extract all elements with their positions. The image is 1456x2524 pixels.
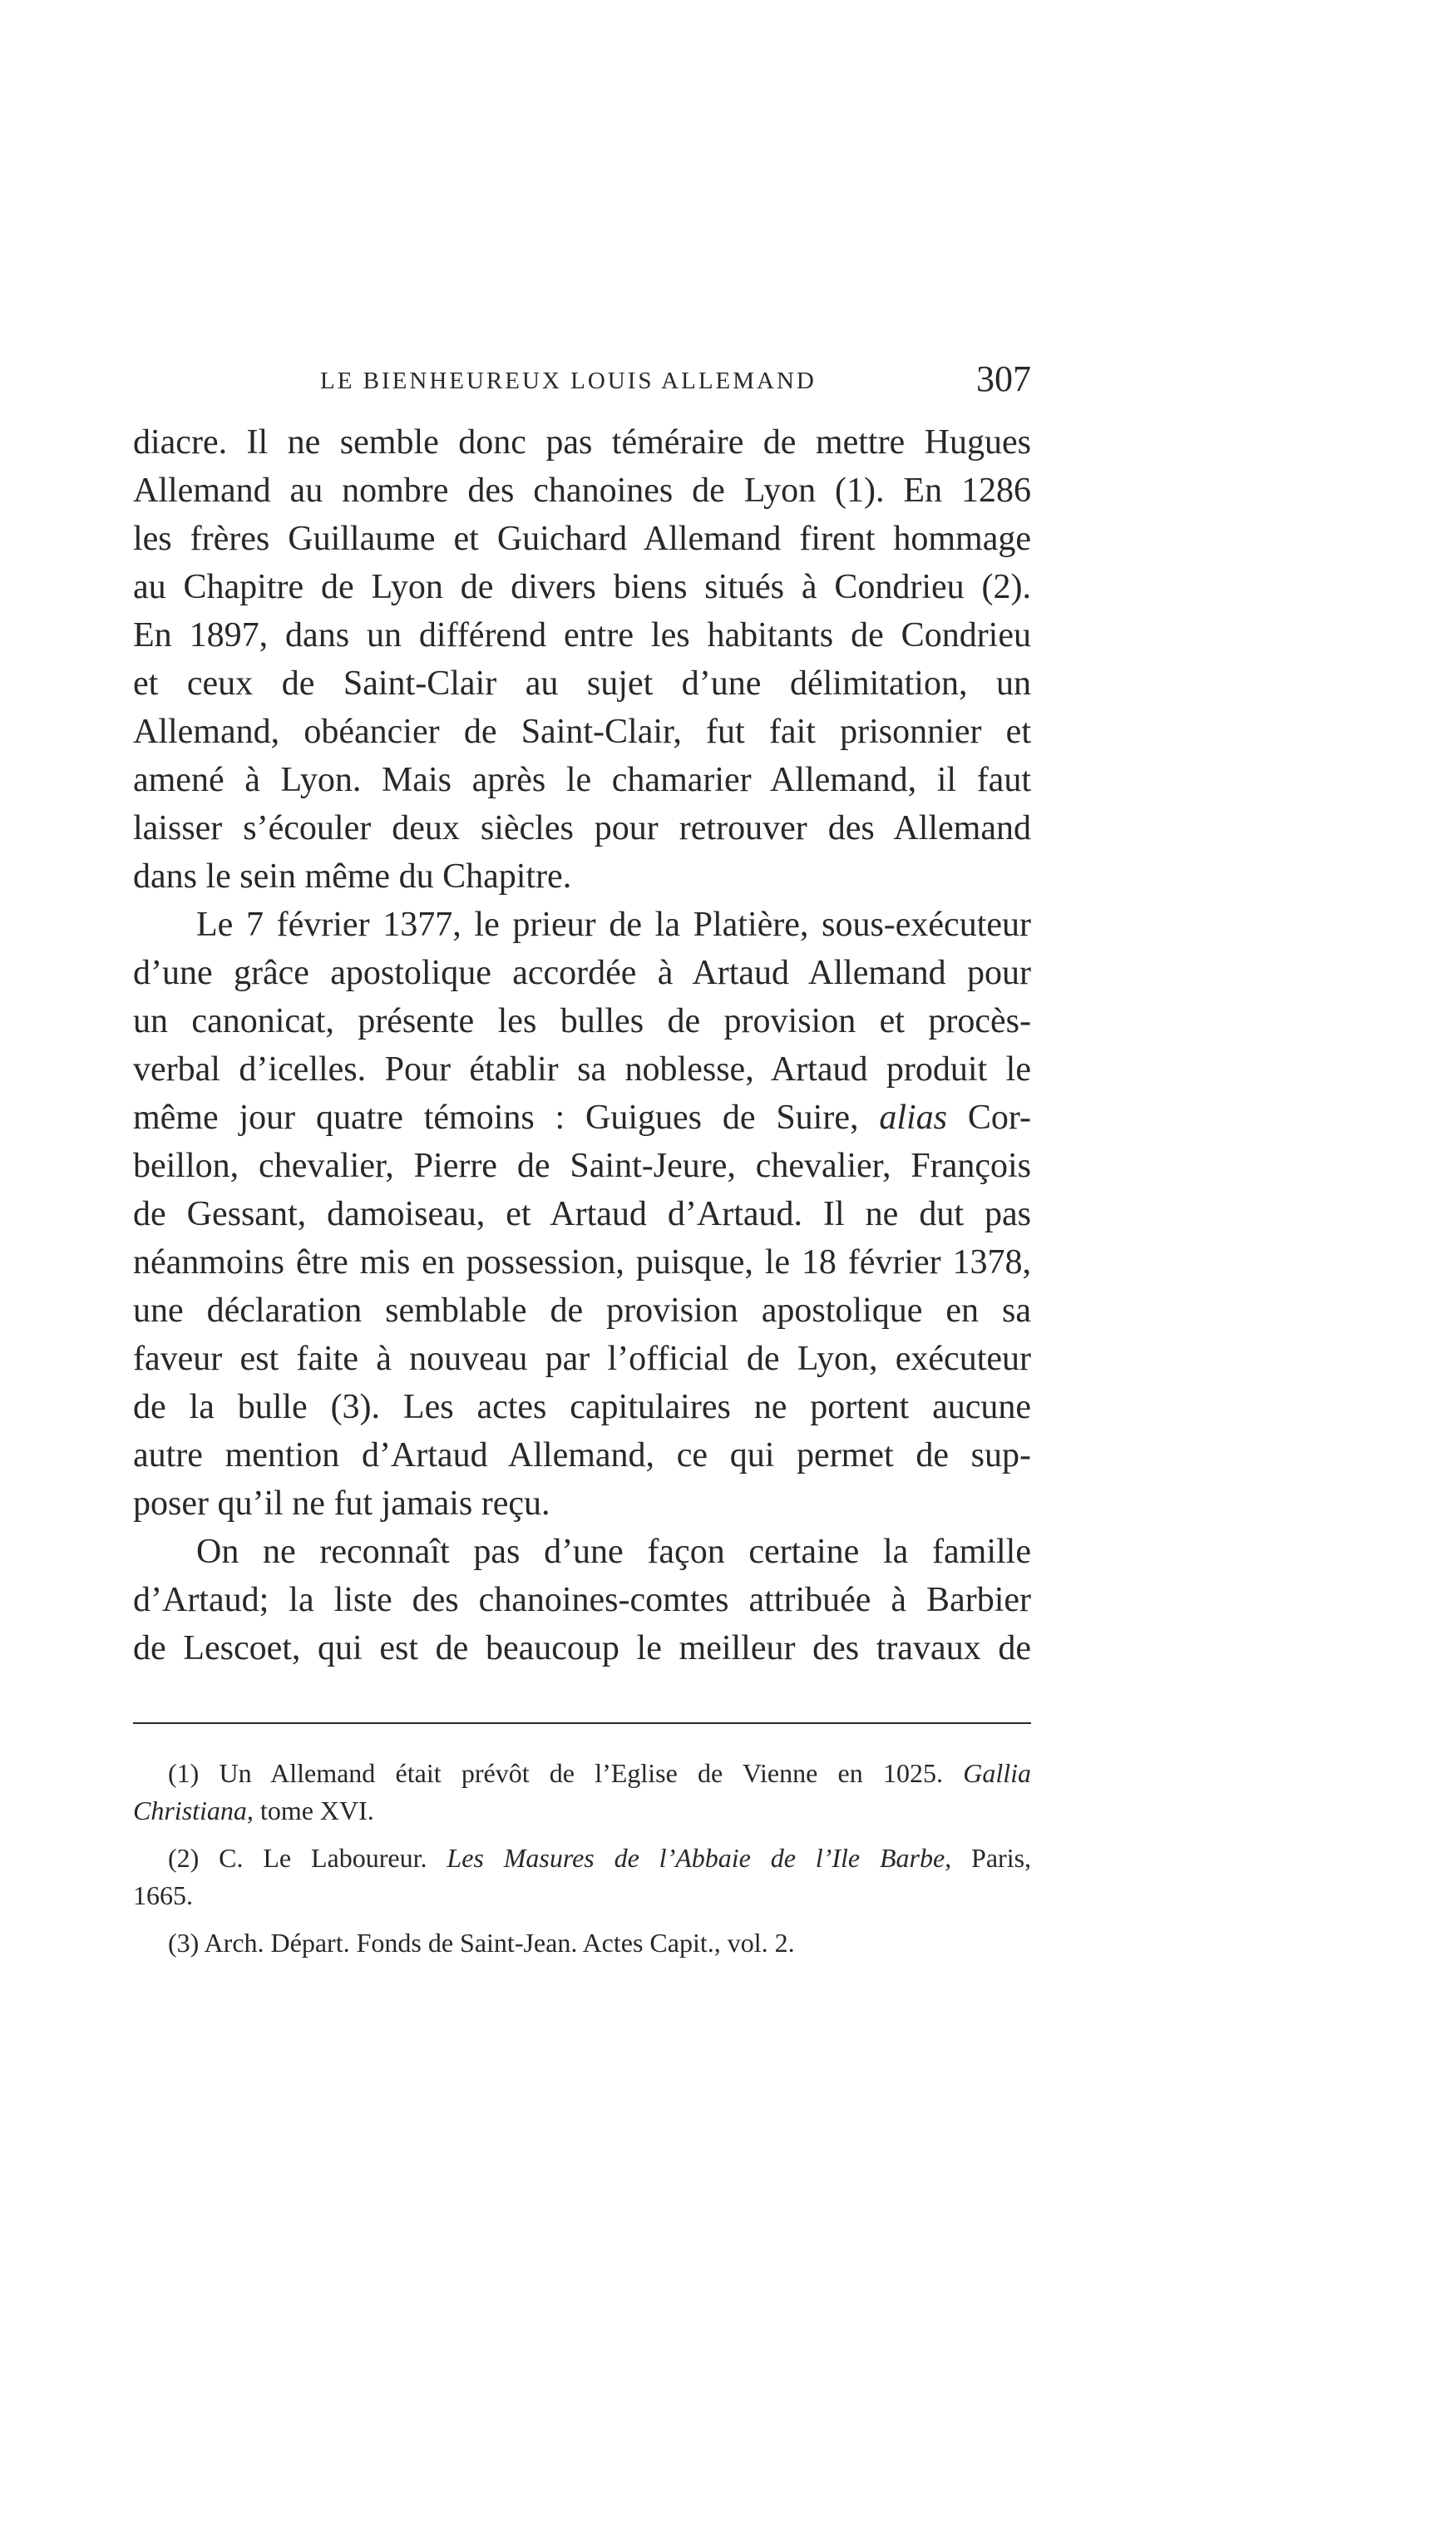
text-line: verbal d’icelles. Pour établir sa noblesse, Artaud produit le [133,1050,1031,1089]
text-line: de Lescoet, qui est de beaucoup le meilleur des travaux de [133,1629,1031,1667]
text-line: En 1897, dans un différend entre les habitants de Condrieu [133,616,1031,654]
text-line: poser qu’il ne fut jamais reçu. [133,1484,550,1523]
text-line: amené à Lyon. Mais après le chamarier Allemand, il faut [133,761,1031,799]
body-text [133,418,1031,1672]
footnote-2 [133,1840,1031,1877]
footnote-3: (3) Arch. Départ. Fonds de Saint-Jean. Actes Capit., vol. 2. [168,1928,795,1958]
footnote-spacer [133,1830,1031,1840]
text-line: Allemand au nombre des chanoines de Lyon (1). En 1286 [133,472,1031,510]
footnote-title: Gallia [963,1758,1032,1788]
text-line: de la bulle (3). Les actes capitulaires ne portent aucune [133,1388,1031,1426]
footnote-1-continued [133,1792,1031,1830]
footnote-text: Paris, [971,1843,1032,1873]
running-head [320,358,1031,407]
text-line: une déclaration semblable de provision apostolique en sa [133,1292,1031,1330]
text-line: dans le sein même du Chapitre. [133,857,572,896]
running-title: LE BIENHEUREUX LOUIS ALLEMAND [320,368,817,394]
text-line: beillon, chevalier, Pierre de Saint-Jeure, chevalier, François [133,1147,1031,1185]
footnote-spacer [133,1914,1031,1924]
footnote-text: (2) C. Le Laboureur. [168,1843,427,1873]
italic-term: alias [879,1099,948,1137]
footnote-rule [133,1722,1031,1724]
text-line: d’Artaud; la liste des chanoines-comtes attribuée à Barbier [133,1581,1031,1619]
text-line: Le 7 février 1377, le prieur de la Platière, sous-exécuteur [196,906,1031,944]
footnote-text: tome XVI. [259,1795,374,1825]
text-line: diacre. Il ne semble donc pas téméraire de mettre Hugues [133,423,1031,462]
footnote-1 [133,1755,1031,1792]
footnotes [133,1755,1031,1962]
text-line: Allemand, obéancier de Saint-Clair, fut fait prisonnier et [133,713,1031,751]
footnote-title: Christiana, [133,1795,254,1825]
text-line: laisser s’écouler deux siècles pour retrouver des Allemand [133,809,1031,847]
text-line: On ne reconnaît pas d’une façon certaine la famille [196,1533,1031,1571]
text-segment: même jour quatre témoins : Guigues de Suire, [133,1099,859,1137]
text-line: un canonicat, présente les bulles de provision et procès- [133,1002,1031,1040]
footnote-2-continued: 1665. [133,1880,193,1910]
text-line: au Chapitre de Lyon de divers biens situés à Condrieu (2). [133,568,1031,606]
text-line: de Gessant, damoiseau, et Artaud d’Artaud. Il ne dut pas [133,1195,1031,1233]
text-line: et ceux de Saint-Clair au sujet d’une délimitation, un [133,664,1031,703]
text-segment: Cor- [967,1099,1032,1137]
text-line: d’une grâce apostolique accordée à Artaud Allemand pour [133,954,1031,992]
text-line [133,1094,1031,1142]
footnote-text: (1) Un Allemand était prévôt de l’Eglise de Vienne en 1025. [168,1758,943,1788]
text-line: autre mention d’Artaud Allemand, ce qui permet de sup- [133,1436,1031,1474]
text-line: néanmoins être mis en possession, puisque, le 18 février 1378, [133,1243,1031,1282]
text-line: les frères Guillaume et Guichard Allemand firent hommage [133,520,1031,558]
page-number: 307 [976,358,1031,399]
footnote-title: Les Masures de l’Abbaie de l’Ile Barbe, [447,1843,952,1873]
text-line: faveur est faite à nouveau par l’official de Lyon, exécuteur [133,1340,1031,1378]
